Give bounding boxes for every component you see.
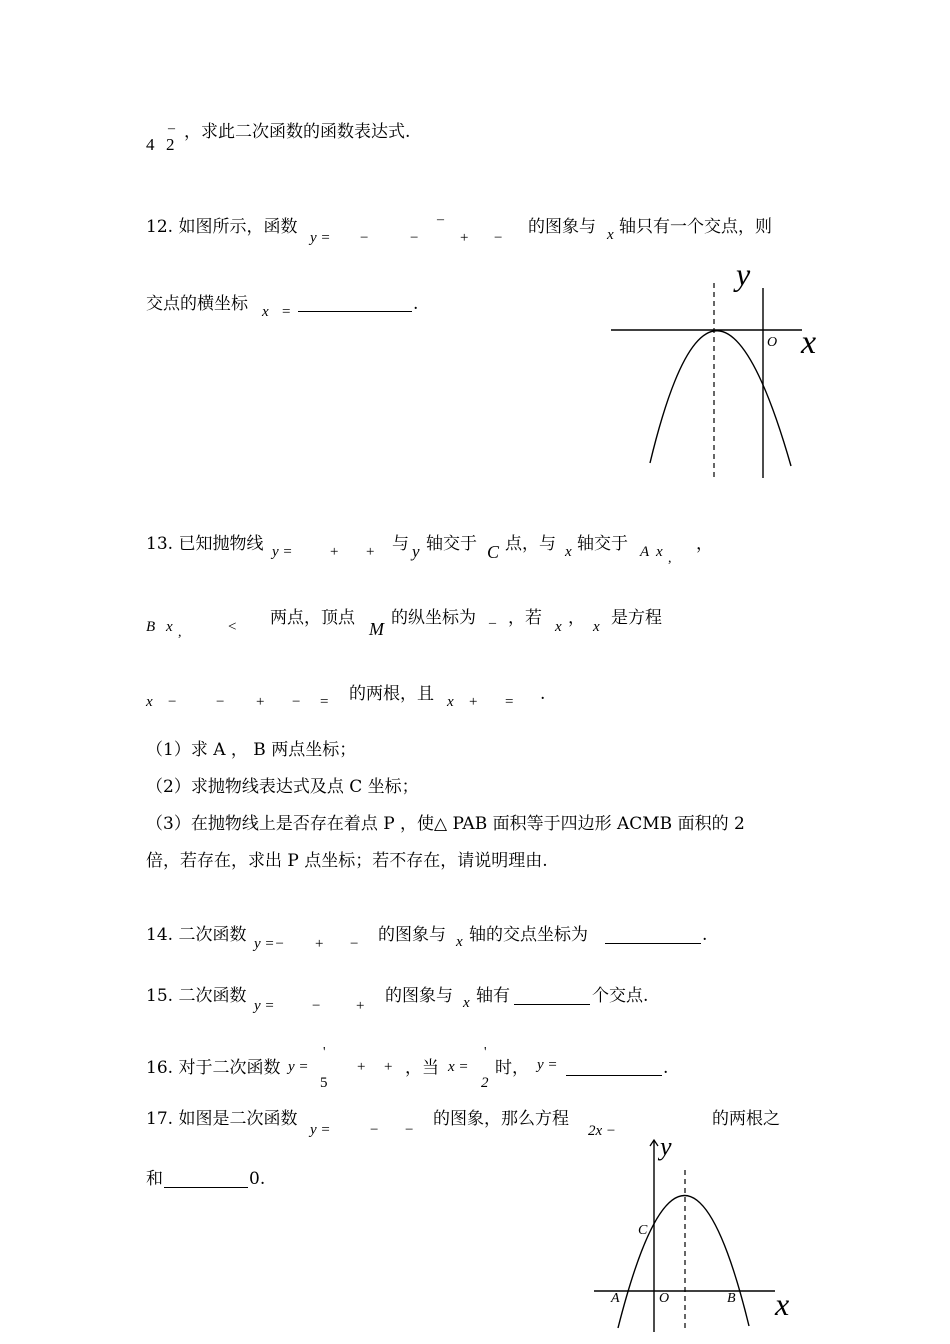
q14-formula-op: − [350, 936, 359, 952]
q13-line3-x: x [146, 694, 153, 710]
q16-frac2-num: ' [484, 1045, 487, 1060]
q12-formula-op: + [460, 230, 469, 246]
q16-op: + [384, 1059, 393, 1075]
q13-line3-mid: 的两根，且 [349, 684, 434, 704]
q17-graph-B: B [727, 1291, 736, 1306]
q13-line1-prefix: 13. 已知抛物线 [146, 534, 264, 554]
q16-frac1-num: ' [323, 1045, 326, 1060]
q13-sub2: （2）求抛物线表达式及点 C 坐标； [146, 777, 419, 797]
q16-when: ，当 [405, 1058, 439, 1078]
q13-line3-op: + [469, 694, 478, 710]
q12-formula-y: y = [310, 230, 331, 246]
q13-sub1: （1）求 A ， B 两点坐标； [146, 740, 357, 760]
q15-x: x [463, 995, 470, 1011]
q14-x: x [456, 934, 463, 950]
q16-frac2-den: 2 [481, 1075, 489, 1091]
q13-formula-op: + [366, 544, 375, 560]
q13-line3-op: + [256, 694, 265, 710]
q16-op: + [357, 1059, 366, 1075]
q13-line3-op: − [292, 694, 301, 710]
q13-axis-meet: 轴交于 [426, 534, 477, 554]
q13-sub3a: （3）在抛物线上是否存在着点 P ，使△ PAB 面积等于四边形 ACMB 面积的 2 [146, 814, 745, 834]
q14-end: . [702, 925, 708, 945]
q17-graph-O: O [659, 1291, 670, 1306]
q12-formula-bar: – [437, 212, 444, 227]
q12-formula-op: − [494, 230, 503, 246]
q12-line2-suffix: . [413, 294, 419, 314]
q13-y: y [412, 542, 420, 561]
q13-formula-y: y = [272, 544, 293, 560]
q12-eq: = [282, 304, 291, 320]
q15-formula-op: − [312, 998, 321, 1014]
q17-formula-y: y = [310, 1122, 331, 1138]
frac-bar: – [168, 121, 175, 136]
q17-prefix: 17. 如图是二次函数 [146, 1109, 298, 1129]
q12-line1-prefix: 12. 如图所示，函数 [146, 217, 298, 237]
q13-line2-mid3: ，若 [508, 608, 542, 628]
q11-text: ，求此二次函数的函数表达式. [184, 122, 411, 142]
q12-line1-suffix: 轴只有一个交点，则 [619, 217, 772, 237]
q14-prefix: 14. 二次函数 [146, 925, 247, 945]
q17-graph-y-label: y [660, 1132, 672, 1161]
q17-line2-prefix: 和 [146, 1169, 163, 1189]
q13-comma: ， [568, 608, 585, 628]
q16-y-eq2: y = [537, 1057, 558, 1073]
q13-line3-op: = [505, 694, 514, 710]
q13-x: x [565, 544, 572, 560]
q17-formula-op: − [370, 1122, 379, 1138]
q12-formula-op: − [410, 230, 419, 246]
q16-x-eq: x = [448, 1059, 469, 1075]
frac-prefix: 4 [146, 135, 155, 154]
q14-suffix: 轴的交点坐标为 [469, 925, 588, 945]
q13-line2-suffix: 是方程 [611, 608, 662, 628]
q17-line2-suffix: 0. [249, 1169, 266, 1189]
q13-tail-comma: ， [696, 534, 713, 554]
q13-sub3b: 倍，若存在，求出 P 点坐标；若不存在，请说明理由. [146, 851, 548, 871]
q17-eq-text: 2x − [588, 1123, 617, 1139]
q15-formula-op: + [356, 998, 365, 1014]
q17-graph-A: A [611, 1291, 620, 1306]
q13-line3-op: − [216, 694, 225, 710]
q12-line1-mid: 的图象与 [528, 217, 596, 237]
q13-pt-comma: 点，与 [505, 534, 556, 554]
q17-formula-op: − [405, 1122, 414, 1138]
q12-x-var: x [262, 304, 269, 320]
q13-C: C [487, 542, 500, 562]
q13-line2-mid2: 的纵坐标为 [391, 608, 476, 628]
q15-suffix2: 个交点. [592, 986, 649, 1006]
q15-formula-y: y = [254, 998, 275, 1014]
parabola [618, 1195, 749, 1328]
q13-xa: x [555, 619, 562, 635]
q17-graph-C: C [638, 1223, 648, 1238]
q16-prefix: 16. 对于二次函数 [146, 1058, 281, 1078]
q13-line3-x2: x [447, 694, 454, 710]
q13-line2-mid: 两点，顶点 [270, 608, 355, 628]
q15-mid: 的图象与 [385, 986, 453, 1006]
q15-prefix: 15. 二次函数 [146, 986, 247, 1006]
q14-mid: 的图象与 [378, 925, 446, 945]
q12-x: x [607, 227, 614, 243]
q13-line2-x: x [166, 619, 173, 635]
q15-suffix1: 轴有 [476, 986, 510, 1006]
q12-line2-prefix: 交点的横坐标 [146, 294, 248, 314]
q17-suffix: 的两根之 [712, 1109, 780, 1129]
q13-line2-sub: , [178, 625, 182, 640]
q12-graph-origin: O [767, 335, 778, 350]
q13-axis-meet2: 轴交于 [577, 534, 628, 554]
q13-B: B [146, 619, 156, 635]
q13-formula-op: + [330, 544, 339, 560]
q13-M: M [369, 619, 384, 639]
q13-line3-end: . [540, 684, 546, 704]
q16-time: 时， [495, 1058, 529, 1078]
q16-end: . [663, 1058, 669, 1078]
q16-y-eq: y = [288, 1059, 309, 1075]
q13-x1-sub: , [668, 551, 672, 566]
q13-A: A [640, 544, 650, 560]
q13-vertex-blank: _ [489, 611, 496, 626]
q12-graph-x-label: x [801, 324, 817, 361]
q13-lt: < [228, 619, 237, 635]
q13-line3-op: = [320, 694, 329, 710]
frac-denominator: 2 [166, 135, 175, 154]
q12-formula-op: − [360, 230, 369, 246]
q13-with: 与 [392, 534, 409, 554]
q12-graph-y-label: y [736, 256, 751, 292]
q16-frac1-den: 5 [320, 1075, 328, 1091]
q14-formula-op: + [315, 936, 324, 952]
q17-mid: 的图象，那么方程 [433, 1109, 569, 1129]
q13-line3-op: − [168, 694, 177, 710]
q14-formula-y: y =− [254, 936, 285, 952]
q17-graph-x-label: x [775, 1286, 790, 1322]
q13-xb: x [593, 619, 600, 635]
q13-x1: x [656, 544, 663, 560]
